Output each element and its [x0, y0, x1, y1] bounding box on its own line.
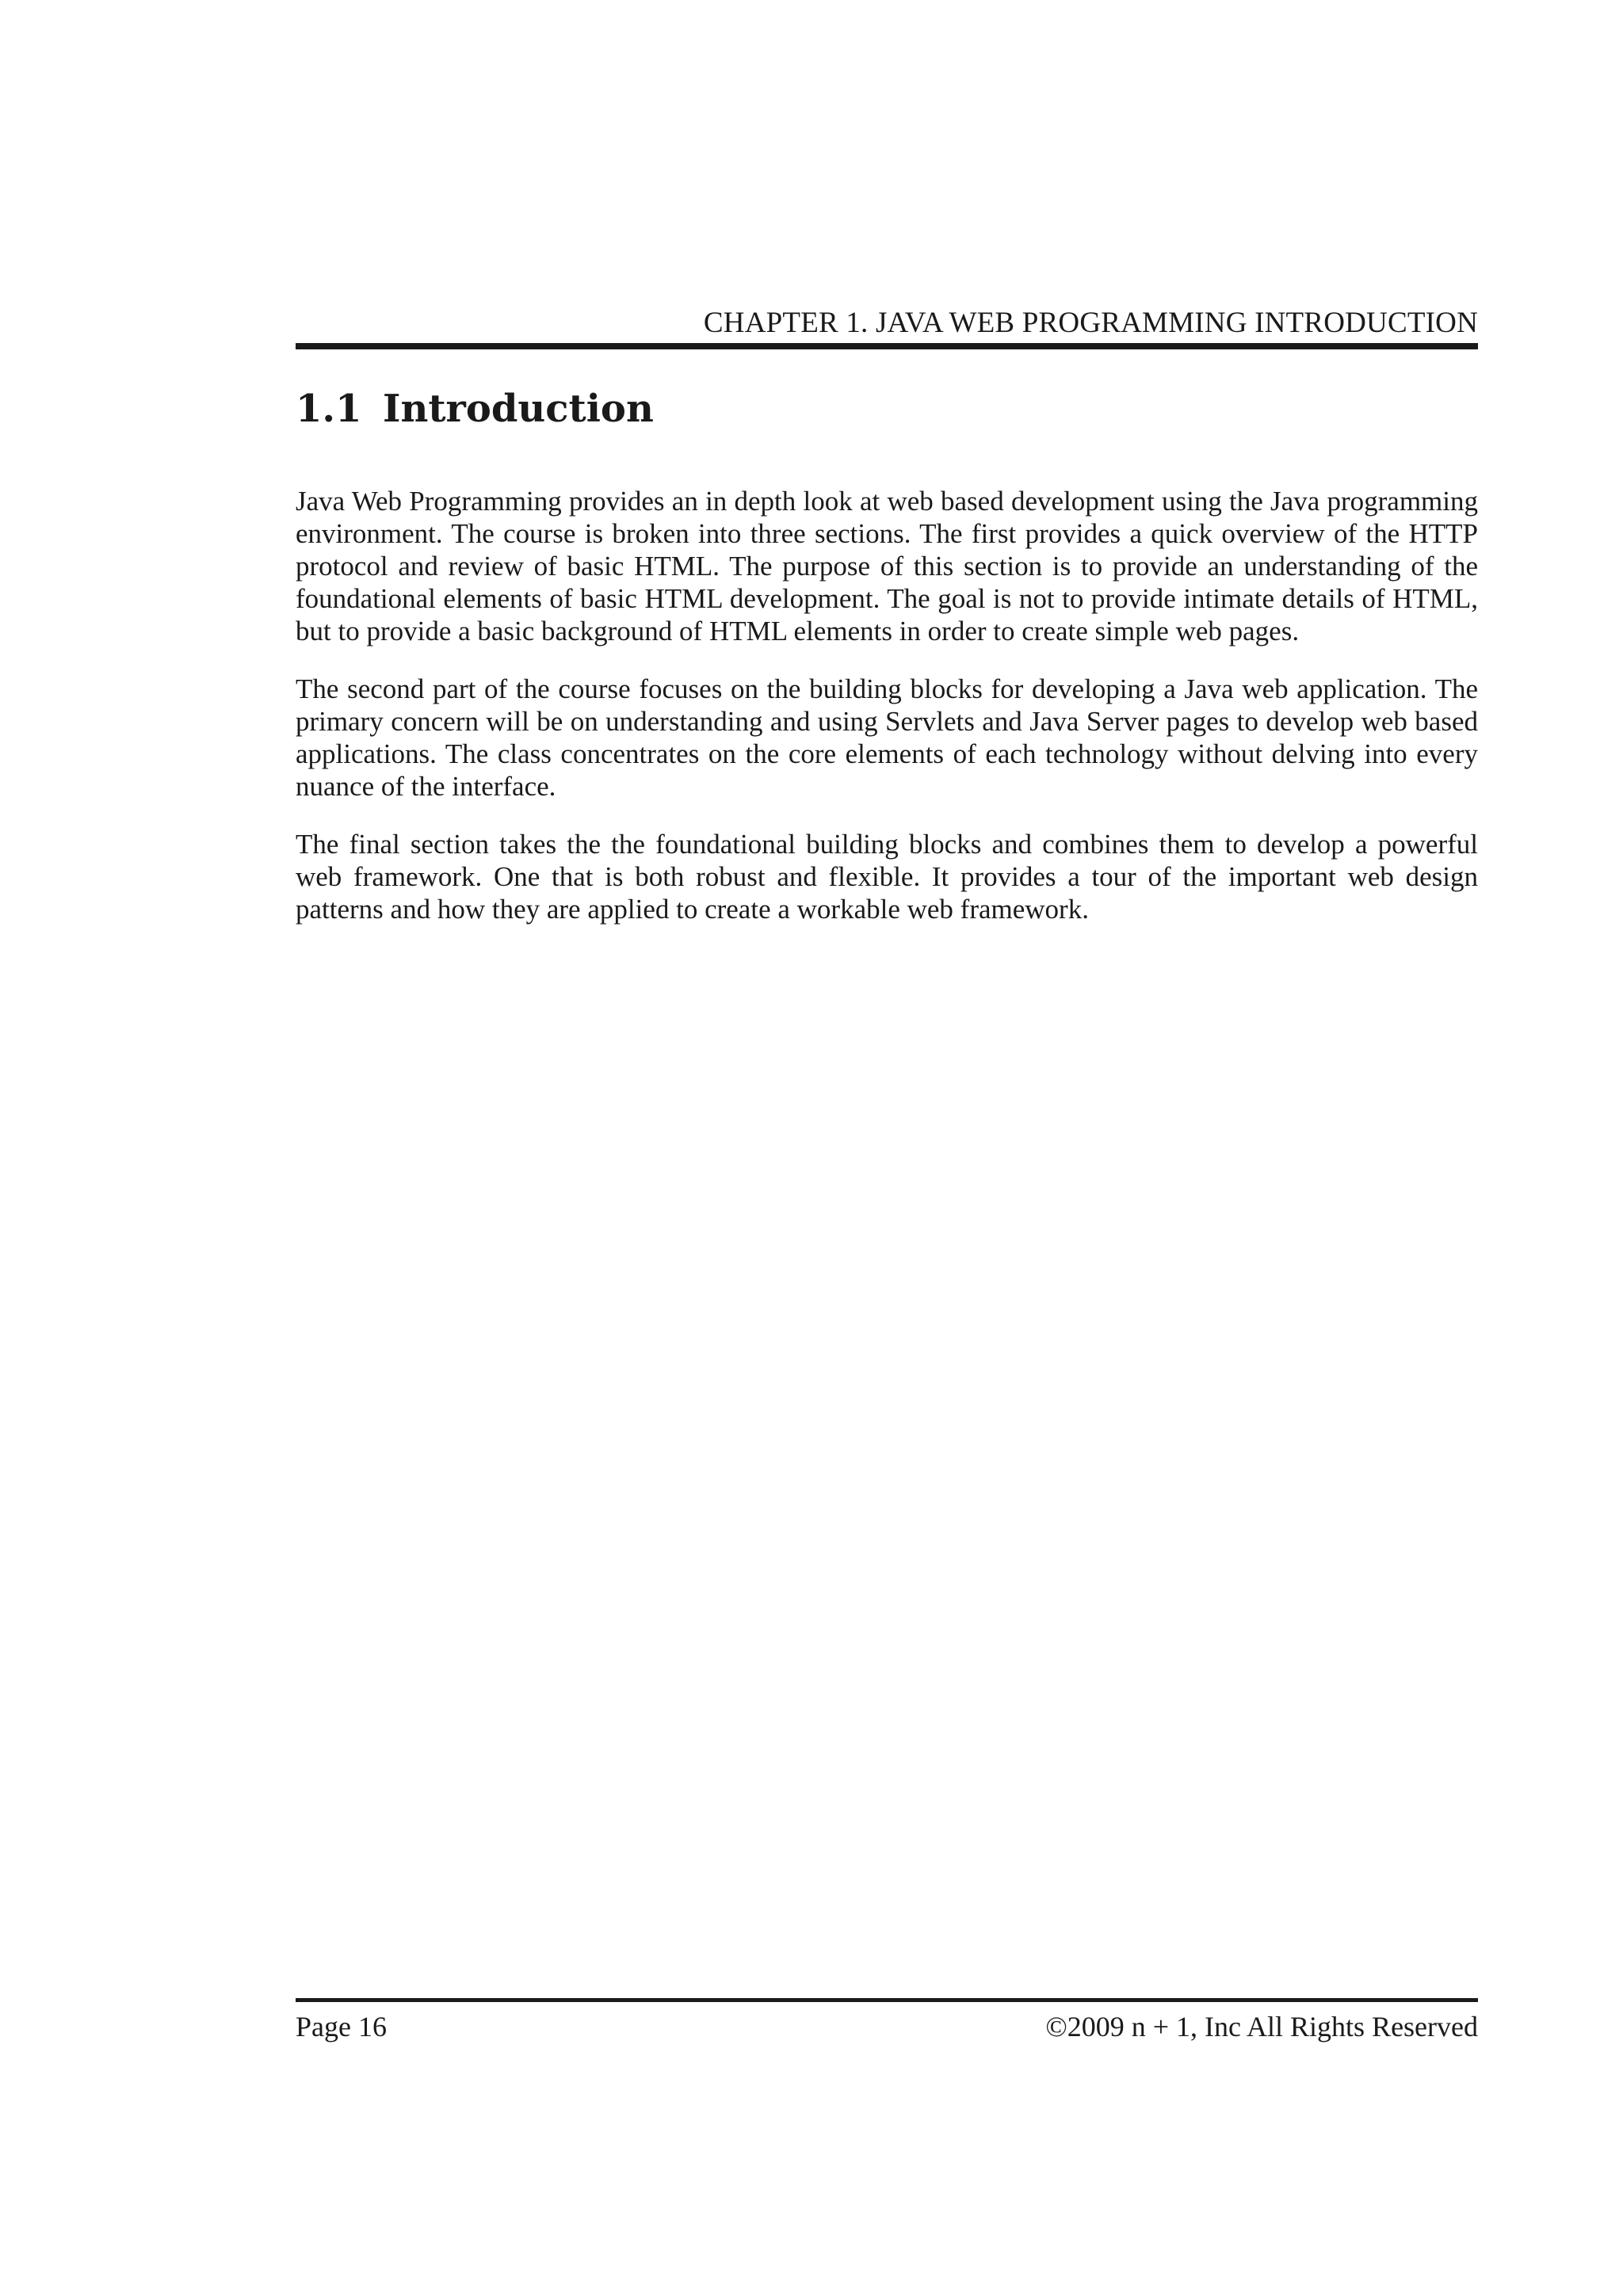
- running-header: CHAPTER 1. JAVA WEB PROGRAMMING INTRODUCTION: [703, 307, 1478, 339]
- body-text: [296, 485, 1478, 951]
- section-heading: [296, 383, 654, 434]
- paragraph-2: The second part of the course focuses on the building blocks for developing a Java web application. The primary concern will be on understanding and using Servlets and Java Server pages to develop web based applications. The class concentrates on the core elements of each technology without delving into every nuance of the interface.: [296, 673, 1478, 802]
- section-title: Introduction: [383, 387, 654, 431]
- copyright-notice: ©2009 n + 1, Inc All Rights Reserved: [1045, 2011, 1478, 2042]
- page-number: Page 16: [296, 2011, 387, 2042]
- paragraph-3: The final section takes the the foundational building blocks and combines them to develop a powerful web framework. One that is both robust and flexible. It provides a tour of the important web design patterns and how they are applied to create a workable web framework.: [296, 829, 1478, 925]
- header-rule: [296, 343, 1478, 349]
- section-number: 1.1: [296, 387, 362, 431]
- footer-rule: [296, 1998, 1478, 2002]
- paragraph-1: Java Web Programming provides an in depth look at web based development using the Java programming environment. The course is broken into three sections. The first provides a quick overview of the HTTP protocol and review of basic HTML. The purpose of this section is to provide an understanding of the foundational elements of basic HTML development. The goal is not to provide intimate details of HTML, but to provide a basic background of HTML elements in order to create simple web pages.: [296, 486, 1478, 646]
